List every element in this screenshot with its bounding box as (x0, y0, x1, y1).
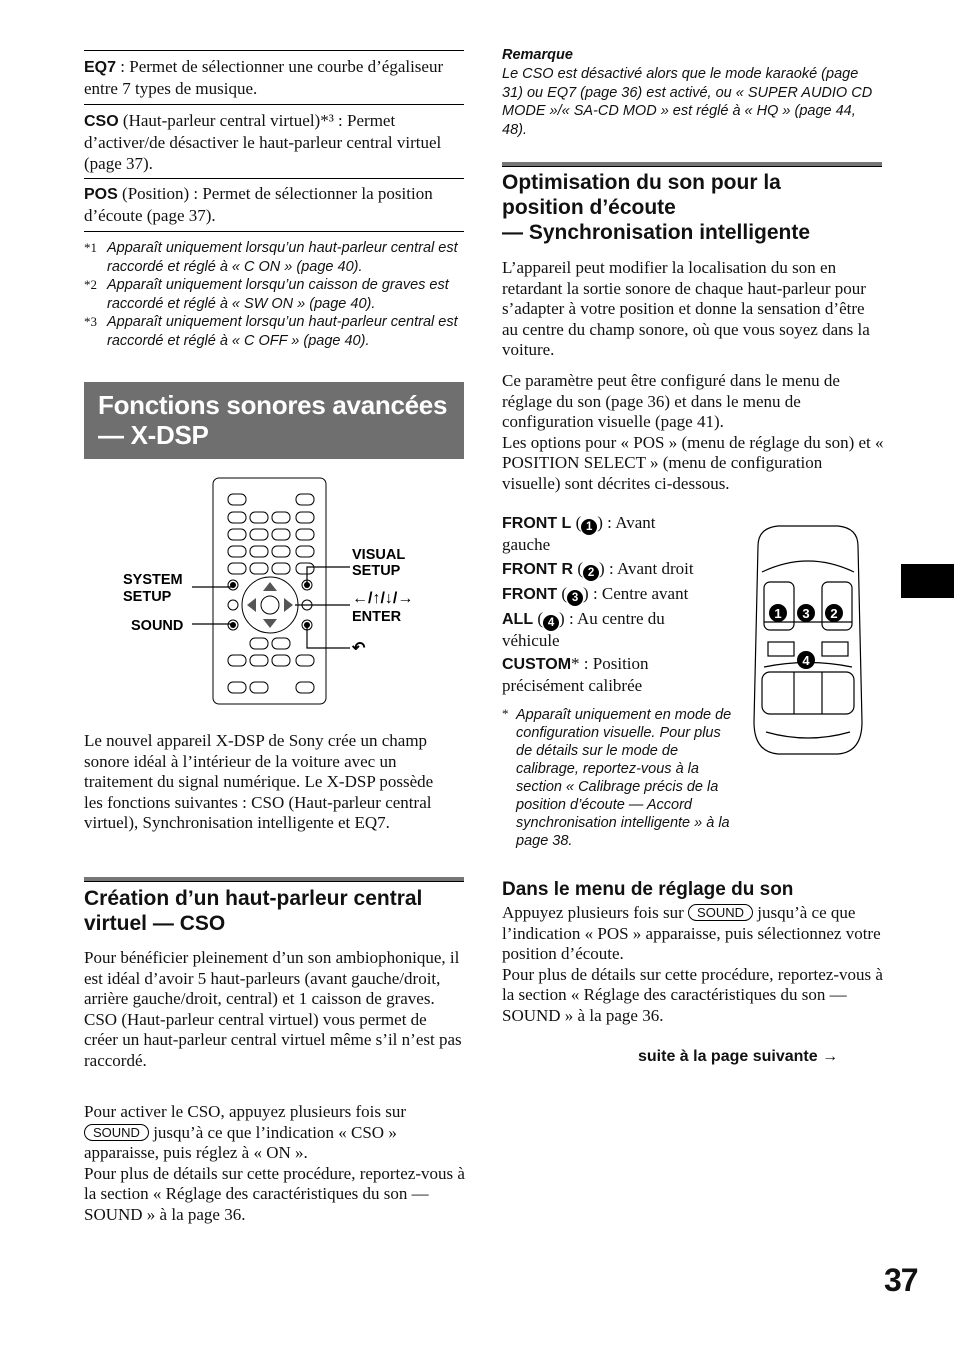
option-term: FRONT L (502, 515, 572, 532)
heading-line: position d’écoute (502, 196, 676, 219)
banner-title-line: — X-DSP (98, 420, 209, 450)
heading-line: — Synchronisation intelligente (502, 221, 811, 244)
car-seat-diagram (748, 522, 868, 762)
position-badge: 2 (830, 606, 838, 621)
definition-text: (Haut-parleur central virtuel)*³ : Permet d’activer/de désactiver le haut-parleur central virtuel (page 37). (84, 111, 442, 173)
text-span: Pour plus de détails sur cette procédure, reportez-vous à la section « Réglage des caractéristiques du son — SOUND » à la page 36. (502, 964, 883, 1025)
section-banner (84, 382, 464, 459)
definition-text: (Position) : Permet de sélectionner la position d’écoute (page 37). (84, 184, 433, 225)
sync-heading (502, 170, 887, 245)
text-span: Pour plus de détails sur cette procédure, reportez-vous à la section « Réglage des caractéristiques du son — SOUND » à la page 36. (84, 1163, 465, 1224)
note-text: Apparaît uniquement en mode de configuration visuelle. Pour plus de détails sur le mode de calibrage, reportez-vous à la section « Calibrage précis de la position d’écoute — Accord synchronisation intelligente » à la page 38. (516, 707, 732, 849)
number-badge: 1 (581, 519, 597, 535)
option-text: : Centre avant (588, 584, 689, 603)
heading-rule (84, 877, 464, 882)
option-all: ALL ( 4 ) : Au centre du véhicule (502, 609, 665, 650)
option-text: * : Position précisément calibrée (502, 654, 649, 695)
menu-heading: Dans le menu de réglage du son (502, 879, 794, 900)
label-arrows: ←/↑/↓/→ (352, 590, 414, 607)
text-span: Pour activer le CSO, appuyez plusieurs fois sur (84, 1102, 406, 1121)
definition-eq7 (84, 56, 464, 99)
term-label: EQ7 (84, 59, 117, 76)
remote-control-illustration (110, 472, 460, 708)
footnote-text: Apparaît uniquement lorsqu’un haut-parleur central est raccordé et réglé à « C ON » (page 40). (107, 240, 458, 275)
text-span: Les options pour « POS » (menu de réglage du son) et « POSITION SELECT » (menu de configuration visuelle) sont décrites ci-dessous. (502, 432, 884, 493)
option-text: : Avant gauche (502, 513, 656, 554)
definition-cso (84, 110, 464, 174)
label-system-setup: SETUP (123, 589, 172, 605)
position-badge: 4 (802, 653, 810, 668)
label-sound: SOUND (131, 618, 184, 634)
page-number: 37 (884, 1262, 918, 1298)
return-icon: ↶ (352, 640, 366, 657)
text-span: jusqu’à ce que l’indication « CSO » apparaisse, puis réglez à « ON ». (84, 1122, 397, 1162)
remark-text: Le CSO est désactivé alors que le mode karaoké (page 31) ou EQ7 (page 36) est activé, ou « SUPER AUDIO CD MODE »/« SA-CD MOD » est réglé à « HQ » (page 44, 48). (502, 66, 873, 138)
continued-indicator: suite à la page suivante → (638, 1048, 839, 1065)
intro-paragraph: Le nouvel appareil X-DSP de Sony crée un champ sonore idéal à l’intérieur de la voiture avec un traitement du signal numérique. Le X-DSP possède les fonctions suivantes : CSO (Haut-parleur central virtuel), Synchronisation intelligente et EQ7. (84, 731, 434, 832)
divider (84, 231, 464, 232)
label-visual-setup: SETUP (352, 563, 401, 579)
option-text: : Avant droit (604, 559, 694, 578)
term-label: CSO (84, 113, 119, 130)
sync-paragraph (502, 371, 884, 494)
section-tab-marker (901, 564, 954, 598)
option-term: ALL (502, 611, 534, 628)
footnote-mark: *1 (84, 240, 97, 255)
definition-text: : Permet de sélectionner une courbe d’égaliseur entre 7 types de musique. (84, 57, 444, 98)
option-term: FRONT (502, 586, 558, 603)
footnote-text: Apparaît uniquement lorsqu’un haut-parleur central est raccordé et réglé à « C OFF » (page 40). (107, 314, 458, 349)
cso-heading: Création d’un haut-parleur central virtuel — CSO (84, 887, 423, 935)
heading-line: Optimisation du son pour la (502, 171, 781, 194)
footnote-3 (84, 313, 469, 350)
sound-button-label: SOUND (84, 1124, 149, 1141)
option-custom (502, 654, 712, 696)
position-badge: 1 (774, 606, 782, 621)
term-label: POS (84, 186, 118, 203)
option-front: FRONT ( 3 ) : Centre avant (502, 584, 689, 604)
number-badge: 4 (543, 615, 559, 631)
definition-pos (84, 183, 464, 226)
cso-paragraph (84, 1102, 466, 1225)
label-visual-setup: VISUAL (352, 547, 406, 563)
footnote-1 (84, 239, 469, 276)
label-system-setup: SYSTEM (123, 572, 183, 588)
divider (84, 104, 464, 105)
note-mark: * (502, 706, 509, 721)
number-badge: 3 (567, 590, 583, 606)
sync-paragraph: L’appareil peut modifier la localisation du son en retardant la sortie sonore de chaque haut-parleur pour s’adapter à votre position et donne la sensation d’être au centre du champ sonore, où que vous soyez dans la voiture. (502, 258, 870, 359)
banner-title-line: Fonctions sonores avancées (98, 390, 448, 420)
remark-title: Remarque (502, 47, 573, 63)
option-term: FRONT R (502, 561, 574, 578)
footnote-mark: *3 (84, 314, 97, 329)
footnote-2 (84, 276, 469, 313)
heading-rule (502, 162, 882, 167)
text-span: jusqu’à ce que l’indication « POS » apparaisse, puis sélectionnez votre position d’écoute. (502, 903, 881, 963)
footnote-mark: *2 (84, 277, 97, 292)
sound-button-label: SOUND (688, 904, 753, 921)
position-badge: 3 (802, 606, 810, 621)
footnote-text: Apparaît uniquement lorsqu’un caisson de graves est raccordé et réglé à « SW ON » (page 40). (107, 277, 449, 312)
option-text: : Au centre du véhicule (502, 609, 665, 650)
option-note (502, 706, 740, 850)
option-front-l: FRONT L ( 1 ) : Avant gauche (502, 513, 656, 554)
menu-paragraph (502, 903, 884, 1026)
option-term: CUSTOM (502, 656, 572, 673)
option-front-r: FRONT R ( 2 ) : Avant droit (502, 559, 694, 579)
label-enter: ENTER (352, 609, 402, 625)
text-span: Appuyez plusieurs fois sur (502, 903, 689, 922)
number-badge: 2 (583, 565, 599, 581)
divider (84, 178, 464, 179)
divider (84, 50, 464, 51)
text-span: Ce paramètre peut être configuré dans le menu de réglage du son (page 36) et dans le menu de configuration visuelle (page 41). (502, 371, 840, 431)
cso-paragraph: Pour bénéficier pleinement d’un son ambiophonique, il est idéal d’avoir 5 haut-parleurs (avant gauche/droit, arrière gauche/droit, central) et 1 caisson de graves. CSO (Haut-parleur central virtuel) vous permet de créer un haut-parleur central virtuel même s’il n’est pas raccordé. (84, 948, 462, 1070)
